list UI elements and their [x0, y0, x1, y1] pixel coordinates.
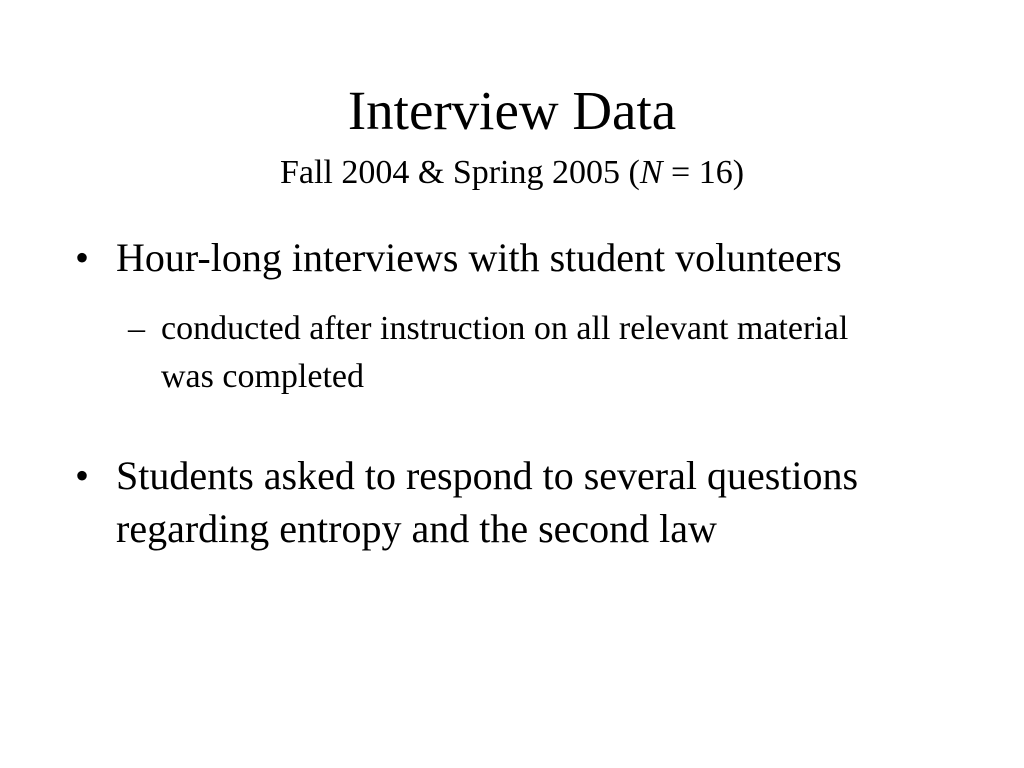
- slide-title: Interview Data: [347, 80, 677, 141]
- sub-bullet-text: [161, 305, 848, 401]
- sub-bullet-item: [128, 305, 1008, 401]
- subtitle-suffix: = 16): [662, 154, 745, 191]
- bullet-item: [75, 449, 1015, 559]
- bullet-item: [75, 231, 1015, 291]
- sub-bullet-marker: –: [128, 310, 145, 347]
- subtitle-prefix: Fall 2004 & Spring 2005 (: [279, 154, 640, 191]
- bullet-marker: •: [75, 235, 90, 280]
- bullet-line: Hour-long interviews with student volunteers: [116, 235, 842, 280]
- sub-bullet-line: conducted after instruction on all relevant material: [161, 310, 849, 347]
- sub-bullet-line: was completed: [161, 358, 364, 395]
- subtitle-sample-size-symbol: N: [639, 154, 663, 191]
- bullet-line: Students asked to respond to several questions: [116, 453, 859, 498]
- bullet-line: regarding entropy and the second law: [116, 506, 717, 551]
- bullet-text: [116, 449, 858, 555]
- bullet-text: [116, 231, 842, 284]
- bullet-marker: •: [75, 453, 90, 498]
